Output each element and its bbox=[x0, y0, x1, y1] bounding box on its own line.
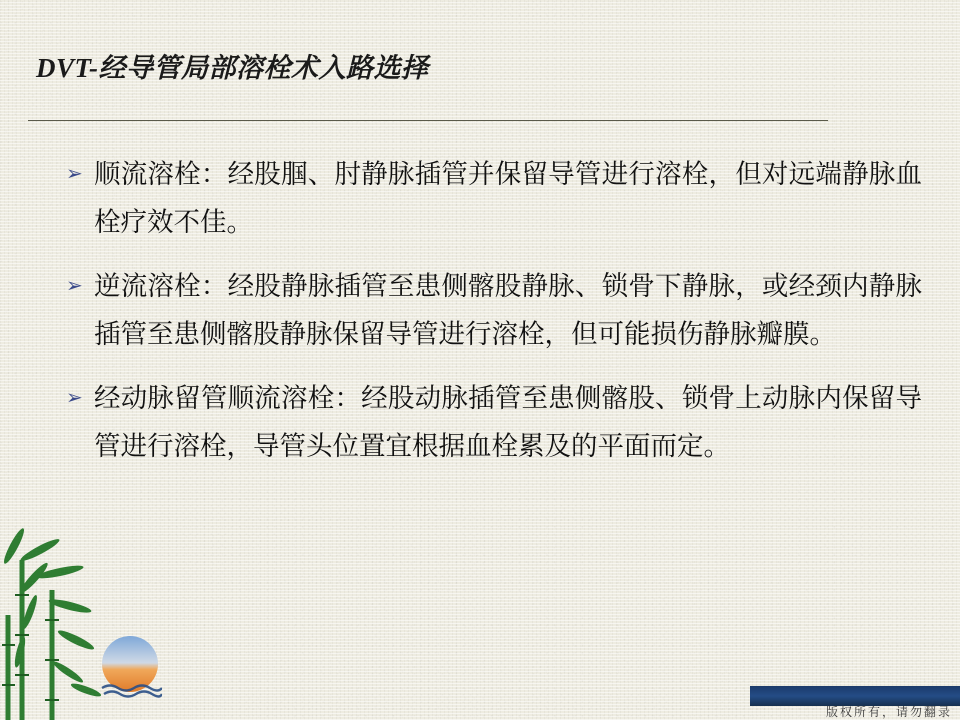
bullet-list bbox=[62, 150, 922, 486]
title-divider bbox=[28, 120, 828, 121]
bullet-arrow-icon: ➢ bbox=[66, 275, 83, 297]
list-item-text: 顺流溶栓：经股腘、肘静脉插管并保留导管进行溶栓，但对远端静脉血栓疗效不佳。 bbox=[94, 159, 922, 237]
list-item-text: 经动脉留管顺流溶栓：经股动脉插管至患侧髂股、锁骨上动脉内保留导管进行溶栓，导管头位置宜根据血栓累及的平面而定。 bbox=[94, 383, 922, 461]
bullet-arrow-icon: ➢ bbox=[66, 387, 83, 409]
page-title: DVT-经导管局部溶栓术入路选择 bbox=[36, 53, 429, 83]
list-item bbox=[62, 374, 922, 470]
list-item-text: 逆流溶栓：经股静脉插管至患侧髂股静脉、锁骨下静脉，或经颈内静脉插管至患侧髂股静脉保留导管进行溶栓，但可能损伤静脉瓣膜。 bbox=[94, 271, 922, 349]
list-item bbox=[62, 150, 922, 246]
bamboo-decoration-icon bbox=[0, 520, 120, 720]
list-item bbox=[62, 262, 922, 358]
sun-reflection-icon bbox=[98, 634, 162, 698]
footer-note: 版权所有，请勿翻录 bbox=[825, 705, 952, 719]
bullet-arrow-icon: ➢ bbox=[66, 163, 83, 185]
